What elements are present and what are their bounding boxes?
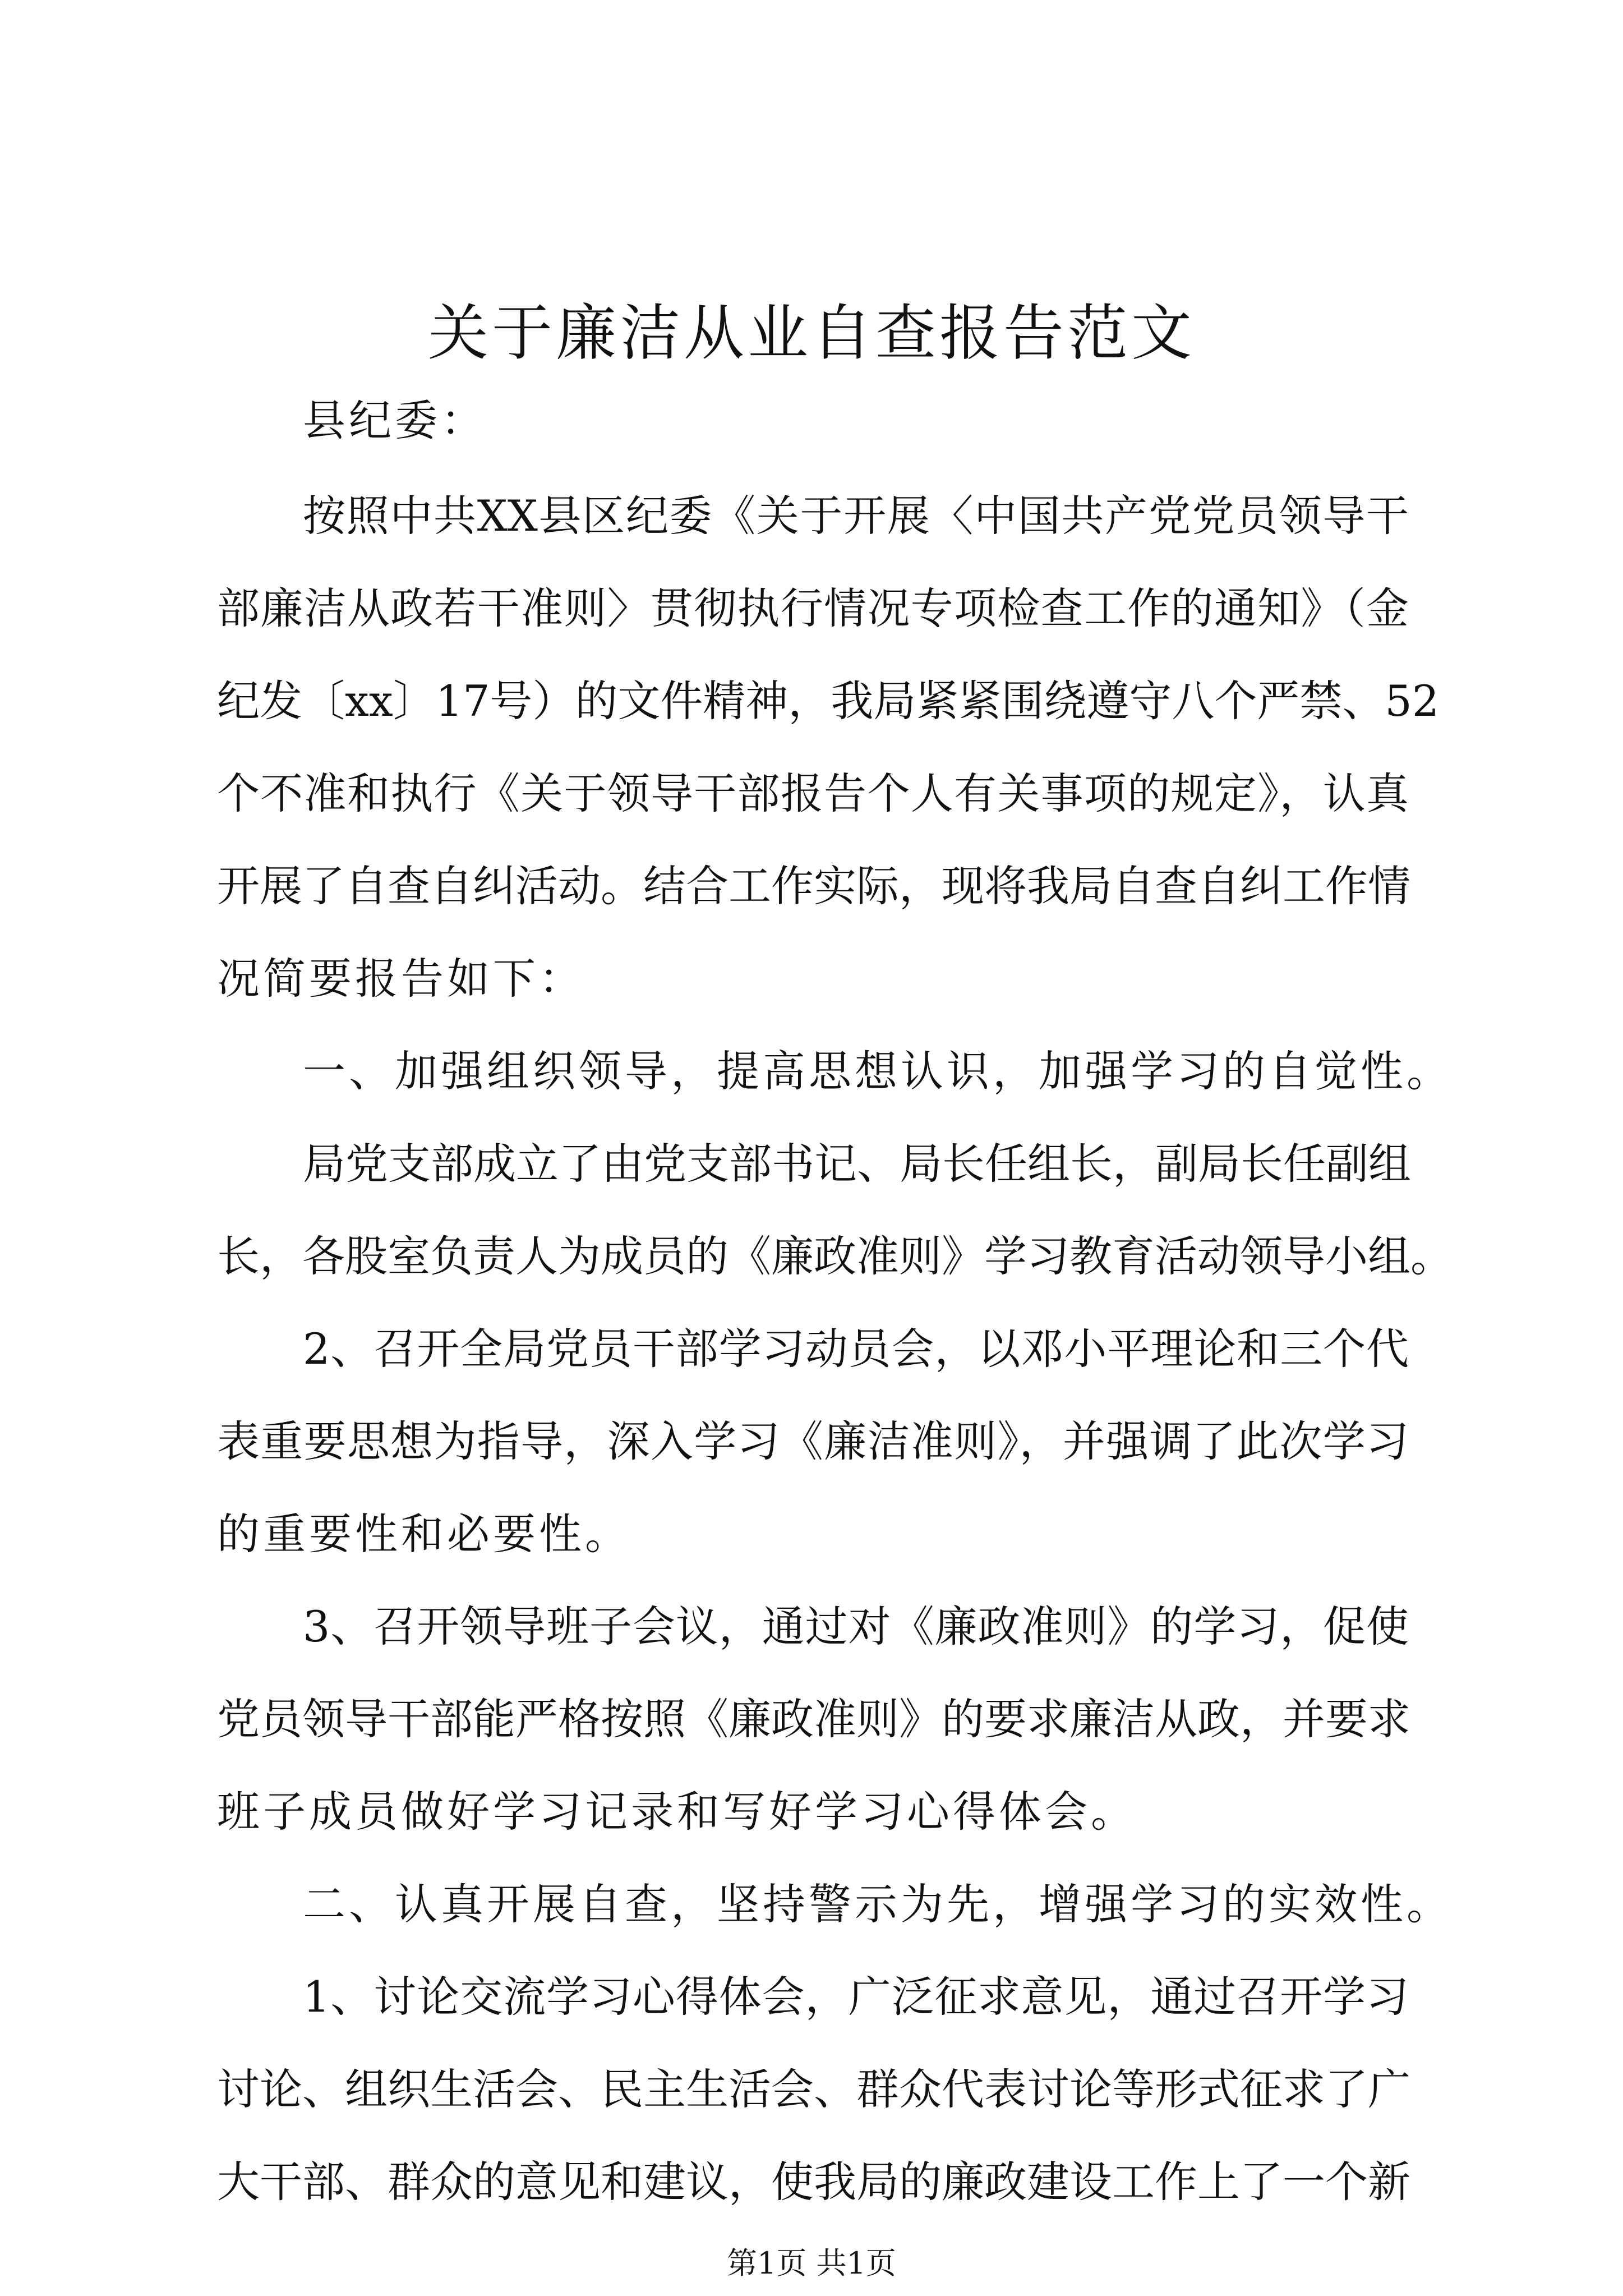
section-heading: 一、加强组织领导，提高思想认识，加强学习的自觉性。 bbox=[303, 1046, 1453, 1096]
body-line: 大干部、群众的意见和建议，使我局的廉政建设工作上了一个新 bbox=[217, 2157, 1410, 2207]
addressee: 县纪委： bbox=[303, 395, 487, 445]
body-line: 个不准和执行《关于领导干部报告个人有关事项的规定》，认真 bbox=[217, 769, 1409, 818]
body-line: 按照中共XX县区纪委《关于开展〈中国共产党党员领导干 bbox=[303, 491, 1409, 541]
body-line: 纪发〔xx〕17号）的文件精神，我局紧紧围绕遵守八个严禁、52 bbox=[217, 676, 1440, 726]
body-line: 讨论、组织生活会、民主生活会、群众代表讨论等形式征求了广 bbox=[217, 2064, 1410, 2114]
body-line: 的重要性和必要性。 bbox=[217, 1509, 631, 1559]
body-line: 1、讨论交流学习心得体会，广泛征求意见，通过召开学习 bbox=[303, 1972, 1409, 2022]
body-line: 2、召开全局党员干部学习动员会，以邓小平理论和三个代 bbox=[303, 1324, 1409, 1374]
body-line: 局党支部成立了由党支部书记、局长任组长，副局长任副组 bbox=[303, 1139, 1411, 1189]
page-footer: 第1页 共1页 bbox=[727, 2246, 896, 2281]
body-line: 表重要思想为指导，深入学习《廉洁准则》，并强调了此次学习 bbox=[217, 1416, 1409, 1466]
body-line: 3、召开领导班子会议，通过对《廉政准则》的学习，促使 bbox=[303, 1602, 1409, 1651]
body-line: 开展了自查自纠活动。结合工作实际，现将我局自查自纠工作情 bbox=[217, 861, 1410, 911]
document-title: 关于廉洁从业自查报告范文 bbox=[427, 298, 1195, 369]
body-line: 班子成员做好学习记录和写好学习心得体会。 bbox=[217, 1787, 1137, 1837]
body-line: 部廉洁从政若干准则〉贯彻执行情况专项检查工作的通知》（金 bbox=[217, 583, 1409, 633]
body-line: 长，各股室负责人为成员的《廉政准则》学习教育活动领导小组。 bbox=[217, 1231, 1453, 1281]
section-heading: 二、认真开展自查，坚持警示为先，增强学习的实效性。 bbox=[303, 1879, 1453, 1929]
body-line: 党员领导干部能严格按照《廉政准则》的要求廉洁从政，并要求 bbox=[217, 1694, 1410, 1744]
body-line: 况简要报告如下： bbox=[217, 954, 585, 1004]
